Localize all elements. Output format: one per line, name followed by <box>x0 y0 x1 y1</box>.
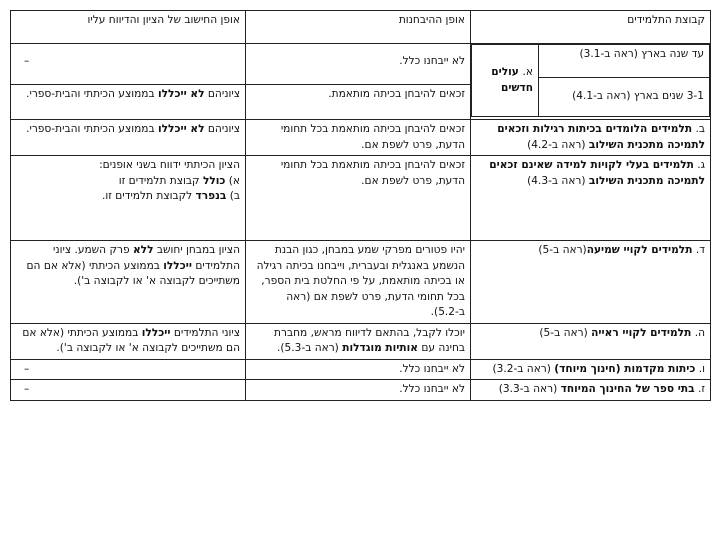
row-letter: ב. <box>692 123 705 135</box>
header-calc-mode: אופן החישוב של הציון והדיווח עליו <box>11 11 246 44</box>
calc-text: פרק השמע. ציוני התלמידים <box>52 244 240 272</box>
row-c-exam: זכאים להיבחן בכיתה מותאמת בכל תחומי הדעת, פרט לשפת אם. <box>246 156 471 241</box>
row-a-calc-cell <box>11 44 246 120</box>
row-d-calc <box>11 241 246 324</box>
row-e-exam <box>246 323 471 359</box>
calc-text: בממוצע הכיתתי (אלא אם הם משתייכים לקבוצה א' או לקבוצה ב'). <box>26 259 240 287</box>
group-bold-text: תלמידים לקויי שמיעה <box>586 244 693 256</box>
table-row <box>11 120 711 156</box>
row-a-sub2-calc <box>11 84 245 119</box>
calc-bold-text: ייכללו <box>163 259 192 272</box>
row-b-exam: זכאים להיבחן בכיתה מותאמת בכל תחומי הדעת, פרט לשפת אם. <box>246 120 471 156</box>
calc-text: בממוצע הכיתתי (אלא אם הם משתייכים לקבוצה א' או לקבוצה ב'). <box>22 326 240 354</box>
table-row <box>11 241 711 324</box>
group-bold-text: בתי ספר של החינוך המיוחד <box>560 383 695 395</box>
row-f-group <box>471 359 711 380</box>
dash-text: – <box>24 362 30 375</box>
calc-text: ציוני התלמידים <box>170 326 240 339</box>
row-b-calc <box>11 120 246 156</box>
row-a-sub2-group: 3-1 שנים בארץ (ראה ב-4.1) <box>539 78 710 117</box>
table-row <box>11 156 711 241</box>
table-row <box>11 380 711 401</box>
row-a-sub1-exam: לא ייבחנו כלל. <box>399 55 465 67</box>
group-bold-text: תלמידים הלומדים בכיתות רגילות וזכאים לתמיכה מתכנית השילוב <box>497 123 705 151</box>
row-a-letter: א. <box>522 66 533 78</box>
calc-bold-text: לא ייכללו <box>158 88 205 100</box>
calc-bold-text: לא ייכללו <box>158 123 205 135</box>
exam-bold-text: אותיות מוגדלות <box>342 342 419 354</box>
header-exam-mode: אופן ההיבחנות <box>246 11 471 44</box>
row-d-exam: יהיו פטורים מפרקי שמע במבחן, כגון הבנת הנשמע באנגלית ובעברית, וייבחנו בכיתה רגילה או בכיתה מותאמת, על פי החלטת בית הספר, בכל תחומי הדעת, פרט לשפת אם (ראה ב-5.2). <box>246 241 471 324</box>
calc-bold-text: בנפרד <box>195 190 227 202</box>
row-a-label-text: עולים חדשים <box>491 66 533 94</box>
calc-text: בממוצע הכיתתי והבית-ספרי. <box>26 123 158 135</box>
row-f-calc <box>11 359 246 380</box>
row-a-label <box>472 45 539 117</box>
row-e-group <box>471 323 711 359</box>
row-g-exam: לא ייבחנו כלל. <box>246 380 471 401</box>
row-letter: ה. <box>691 326 705 339</box>
table-row <box>11 44 711 120</box>
calc-text: ציוניהם <box>204 123 240 135</box>
group-ref: (ראה ב-5) <box>538 244 587 256</box>
row-a-sub2-exam: זכאים להיבחן בכיתה מותאמת. <box>246 84 470 119</box>
option-marker: א) <box>225 174 240 187</box>
row-g-calc <box>11 380 246 401</box>
row-c-calc-intro: הציון הכיתתי ידווח בשני אופנים: <box>99 159 240 171</box>
group-bold-text: כיתות מקדמות (חינוך מיוחד) <box>554 362 696 375</box>
calc-bold-text: כולל <box>202 174 226 187</box>
row-letter: ד. <box>692 244 705 256</box>
group-bold-text: תלמידים בעלי לקויות למידה שאינם זכאים לתמיכה מתכנית השילוב <box>489 159 705 187</box>
dash-text: – <box>24 383 30 395</box>
row-c-group <box>471 156 711 241</box>
row-a-sub1-group: עד שנה בארץ (ראה ב-3.1) <box>539 45 710 78</box>
dash-text: – <box>24 55 30 67</box>
group-bold-text: תלמידים לקויי ראייה <box>591 326 692 339</box>
calc-bold-text: ללא <box>132 244 154 256</box>
row-c-calc-option-b <box>16 189 240 205</box>
calc-text: לקבוצת תלמידים זו. <box>101 190 196 202</box>
row-a-subgroups <box>471 44 710 117</box>
table-header-row <box>11 11 711 44</box>
exam-text: יוכלו לקבל, בהתאם לדיווח מראש, מחברת בחינה עם <box>274 326 465 354</box>
row-g-group <box>471 380 711 401</box>
option-marker: ב) <box>226 190 240 202</box>
row-c-calc <box>11 156 246 241</box>
exam-text: (ראה ב-5.3). <box>277 342 343 354</box>
group-ref: (ראה ב-5) <box>539 326 592 339</box>
policy-table <box>10 10 711 401</box>
table-row <box>11 323 711 359</box>
row-letter: ז. <box>694 383 705 395</box>
calc-text: קבוצת תלמידים זו <box>118 174 203 187</box>
row-letter: ג. <box>693 159 705 171</box>
group-ref: (ראה ב-3.3) <box>498 383 561 395</box>
calc-text: הציון במבחן יחושב <box>153 244 240 256</box>
row-a-exam-cell <box>246 44 471 120</box>
row-b-group <box>471 120 711 156</box>
row-e-calc <box>11 323 246 359</box>
calc-text: בממוצע הכיתתי והבית-ספרי. <box>26 88 158 100</box>
table-row <box>11 359 711 380</box>
group-ref: (ראה ב-4.3) <box>527 174 589 187</box>
header-groups: קבוצת התלמידים <box>471 11 711 44</box>
row-c-calc-option-a <box>16 174 240 190</box>
calc-bold-text: ייכללו <box>141 326 171 339</box>
row-d-group <box>471 241 711 324</box>
group-ref: (ראה ב-4.2) <box>527 138 589 151</box>
row-a-sub1-calc <box>11 44 245 84</box>
group-ref: (ראה ב-3.2) <box>492 362 555 375</box>
row-f-exam: לא ייבחנו כלל. <box>246 359 471 380</box>
row-a-group-cell <box>471 44 711 120</box>
row-letter: ו. <box>695 362 705 375</box>
calc-text: ציוניהם <box>204 88 240 100</box>
